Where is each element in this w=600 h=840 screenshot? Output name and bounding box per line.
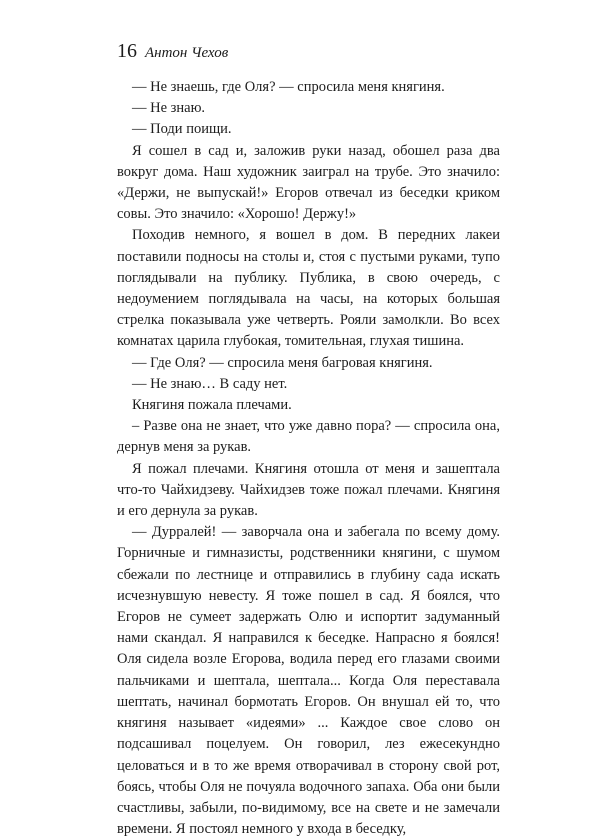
- paragraph: — Не знаешь, где Оля? — спросила меня княгиня.: [132, 79, 445, 95]
- page-number: 16: [117, 40, 137, 62]
- paragraph: Я сошел в сад и, заложив руки назад, обошел раза два вокруг дома. Наш художник заиграл на трубе. Это значило: «Держи, не выпускай!» Егоров отвечал из беседки криком совы. Это значило: «Хорошо! Держу!»: [117, 142, 500, 223]
- paragraph: — Не знаю.: [132, 100, 206, 117]
- paragraph: — Дурралей! — заворчала она и забегала по всему дому. Горничные и гимназисты, родственники княгини, с шумом сбежали по лестнице и отправились в глубину сада искать исчезнувшую невесту. Я тоже пошел в сад. Я боялся, что Егоров не сумеет задержать Олю и испортит задуманный нами скандал. Я направился к беседке. Напрасно я боялся! Оля сидела возле Егорова, водила перед его глазами своими пальчиками и шептала, шептала... Когда Оля переставала шептать, начинал бормотать Егоров. Он внушал ей то, что княгиня называет «идеями» ... Каждое свое слово он подсашивал поцелуем. Он говорил, лез ежесекундно целоваться и в то же время отворачивал в сторону свой рот, боясь, чтобы Оля не почуяла водочного запаха. Оба они были счастливы, забыли, по-видимому, все на свете и не замечали времени. Я постоял немного у входа в беседку,: [117, 524, 500, 838]
- running-title: Антон Чехов: [145, 45, 229, 61]
- paragraph: — Где Оля? — спросила меня багровая княгиня.: [132, 354, 433, 371]
- paragraph: — Поди поищи.: [132, 121, 232, 138]
- paragraph: Княгиня пожала плечами.: [132, 397, 292, 414]
- body-text: [117, 77, 500, 840]
- paragraph: Походив немного, я вошел в дом. В передних лакеи поставили подносы на столы и, стоя с пустыми руками, тупо поглядывали на публику. Публика, в свою очередь, с недоумением поглядывала на часы, на которых большая стрелка показывала уже четверть. Рояли замолкли. Во всех комнатах царила глубокая, томительная, глухая тишина.: [117, 227, 500, 350]
- running-head: [117, 40, 228, 68]
- paragraph: — Не знаю… В саду нет.: [132, 375, 288, 392]
- paragraph: Я пожал плечами. Княгиня отошла от меня и зашептала что-то Чайхидзеву. Чайхидзев тоже пожал плечами. Княгиня и его дернула за рукав.: [117, 460, 500, 520]
- paragraph: – Разве она не знает, что уже давно пора? — спросила она, дернув меня за рукав.: [117, 418, 500, 456]
